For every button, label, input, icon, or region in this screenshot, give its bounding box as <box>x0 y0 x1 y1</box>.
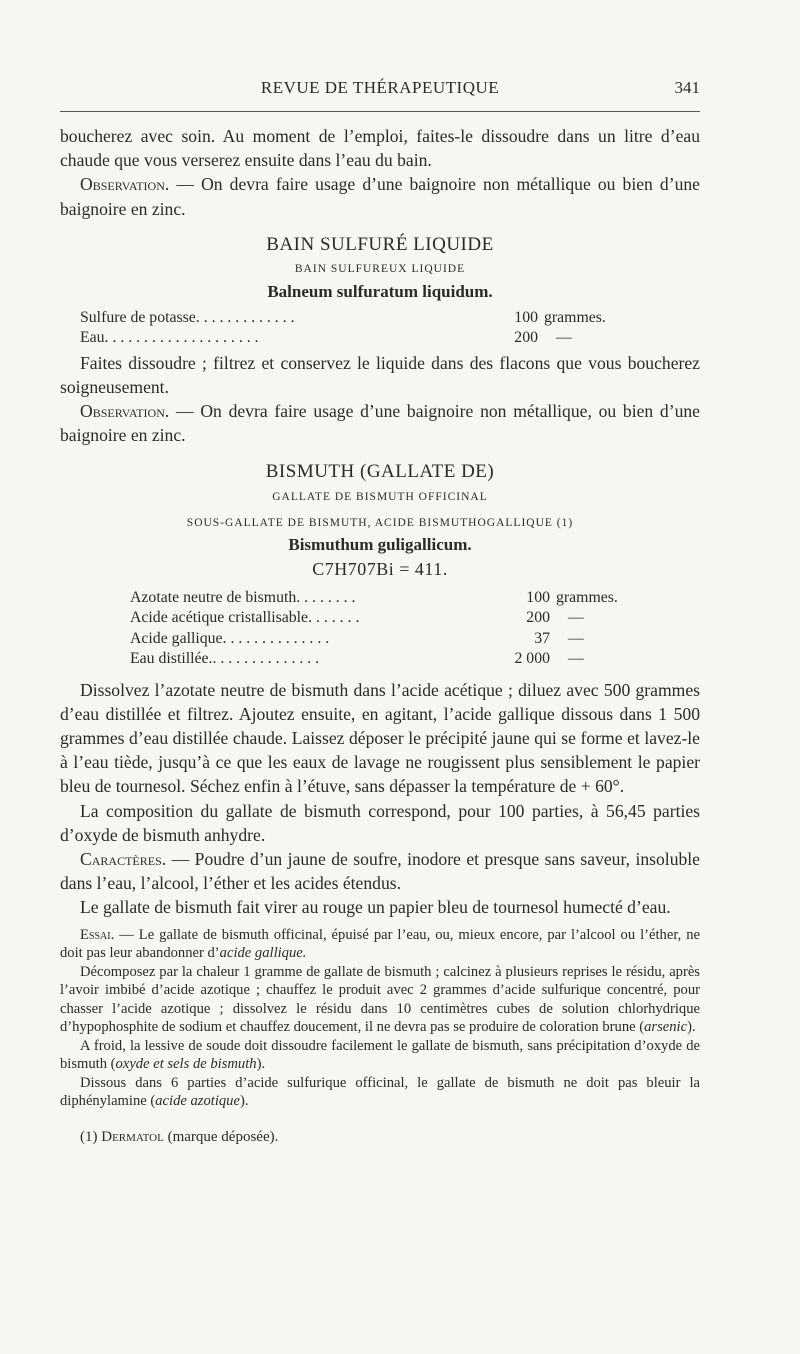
paragraph: Dissolvez l’azotate neutre de bismuth dans l’acide acétique ; diluez avec 500 grammes d’eau distillée et filtrez. Ajoutez ensuite, en agitant, l’acide gallique dissous dans 1 500 grammes d’eau distillée chaude. Laissez déposer le précipité jaune qui se forme et lavez-le à l’eau tiède, jusqu’à ce que les eaux de lavage ne rougissent plus sensiblement le papier bleu de tournesol. Séchez enfin à l’étuve, sans dépasser la température de + 60°. <box>60 679 700 797</box>
ingredient-unit: grammes. <box>556 588 618 606</box>
ingredient-row <box>80 308 650 329</box>
paragraph: Le gallate de bismuth fait virer au rouge un papier bleu de tournesol humecté d’eau. <box>80 897 671 918</box>
small-italic: oxyde et sels de bismuth <box>115 1056 257 1073</box>
small-italic: arsenic <box>644 1019 688 1036</box>
small-text: Dissous dans 6 parties d’acide sulfurique officinal, le gallate de bismuth ne doit pas bleuir la diphénylamine ( <box>60 1074 700 1110</box>
ingredient-quantity: 200 <box>526 609 550 627</box>
characteristics-text: — Poudre d’un jaune de soufre, inodore et presque sans saveur, insoluble dans l’eau, l’alcool, l’éther et les acides étendus. <box>60 849 700 894</box>
paragraph: La composition du gallate de bismuth correspond, pour 100 parties, à 56,45 parties d’oxyde de bismuth anhydre. <box>60 800 700 845</box>
small-paragraph <box>60 1074 700 1111</box>
section-title: BAIN SULFURÉ LIQUIDE <box>266 233 494 255</box>
small-italic: acide azotique <box>155 1093 240 1110</box>
observation-text: — On devra faire usage d’une baignoire non métallique, ou bien d’une baignoire en zinc. <box>60 401 700 446</box>
small-paragraph <box>60 963 700 1037</box>
essay-paragraph <box>60 926 700 963</box>
small-text: Décomposez par la chaleur 1 gramme de gallate de bismuth ; calcinez à plusieurs reprises le résidu, après l’avoir imbibé d’acide azotique ; chauffez le produit avec 2 grammes d’acide sulfurique concentré, pour chasser l’acide azotique ; dissolvez le résidu dans 10 centimètres cubes de solution chlorhydrique d’hypophosphite de sodium et chauffez doucement, il ne devra pas se produire de coloration brune ( <box>60 963 700 1036</box>
essay-label: Essai. <box>80 926 115 943</box>
small-text-end: ). <box>239 1093 249 1110</box>
ingredient-name: Eau. . . . . . . . . . . . . . . . . . . . <box>80 329 259 347</box>
characteristics-label: Caractères. <box>80 849 167 870</box>
ingredient-list <box>60 588 700 670</box>
ingredient-name: Azotate neutre de bismuth. . . . . . . . <box>130 588 356 606</box>
page-number: 341 <box>674 78 700 97</box>
ingredient-quantity: 2 000 <box>514 650 550 668</box>
running-header <box>60 78 700 102</box>
footnote-text: (marque déposée). <box>163 1128 279 1145</box>
chemical-formula: C7H707Bi = 411. <box>312 558 448 579</box>
footnote-label: Dermatol <box>101 1128 164 1145</box>
section-title: BISMUTH (GALLATE DE) <box>265 460 495 482</box>
section-subtitle-secondary: SOUS-GALLATE DE BISMUTH, ACIDE BISMUTHOGALLIQUE (1) <box>186 516 574 529</box>
observation-paragraph <box>60 399 700 447</box>
ingredient-unit: grammes. <box>544 308 606 326</box>
ingredient-row <box>130 608 700 629</box>
ingredient-quantity: 37 <box>534 629 550 647</box>
footnote-mark: (1) <box>80 1128 102 1145</box>
ingredient-name: Acide acétique cristallisable. . . . . . . <box>130 609 360 627</box>
small-paragraph <box>60 1037 700 1074</box>
essay-italic: acide gallique. <box>219 945 307 962</box>
latin-name: Bismuthum guligallicum. <box>288 534 472 554</box>
characteristics-paragraph <box>60 847 700 895</box>
section-subtitle: BAIN SULFUREUX LIQUIDE <box>294 262 466 275</box>
ingredient-row <box>130 629 700 650</box>
ingredient-name: Eau distillée.. . . . . . . . . . . . . . <box>130 650 320 668</box>
paragraph: boucherez avec soin. Au moment de l’emploi, faites-le dissoudre dans un litre d’eau chaude que vous verserez ensuite dans l’eau du bain. <box>60 126 700 171</box>
ingredient-unit: — <box>568 629 584 647</box>
observation-paragraph <box>60 172 700 220</box>
small-text-end: ). <box>687 1019 696 1036</box>
journal-title: REVUE DE THÉRAPEUTIQUE <box>260 78 500 97</box>
footnote <box>60 1129 700 1146</box>
ingredient-list <box>60 308 650 349</box>
ingredient-quantity: 200 <box>514 329 538 347</box>
ingredient-name: Acide gallique. . . . . . . . . . . . . . <box>130 629 330 647</box>
ingredient-quantity: 100 <box>526 588 550 606</box>
section-subtitle: GALLATE DE BISMUTH OFFICINAL <box>272 490 488 503</box>
observation-label: Observation. <box>80 401 170 422</box>
page-body <box>60 124 700 1146</box>
ingredient-quantity: 100 <box>514 308 538 326</box>
header-rule <box>60 111 700 112</box>
observation-text: — On devra faire usage d’une baignoire non métallique ou bien d’une baignoire en zinc. <box>60 174 700 219</box>
essay-text: — Le gallate de bismuth officinal, épuisé par l’eau, ou, mieux encore, par l’alcool ou l’éther, ne doit pas leur abandonner d’ <box>60 926 700 962</box>
ingredient-row <box>80 328 650 349</box>
ingredient-row <box>130 649 700 670</box>
latin-name: Balneum sulfuratum liquidum. <box>267 281 493 301</box>
observation-label: Observation. <box>80 174 170 195</box>
ingredient-name: Sulfure de potasse. . . . . . . . . . . . . <box>80 308 295 326</box>
ingredient-unit: — <box>568 650 584 668</box>
ingredient-unit: — <box>556 329 572 347</box>
paragraph: Faites dissoudre ; filtrez et conservez le liquide dans des flacons que vous boucherez soigneusement. <box>60 352 700 398</box>
ingredient-unit: — <box>568 609 584 627</box>
ingredient-row <box>130 588 700 609</box>
small-text-end: ). <box>256 1056 266 1073</box>
small-text: A froid, la lessive de soude doit dissoudre facilement le gallate de bismuth, sans précipitation d’oxyde de bismuth ( <box>60 1037 700 1073</box>
